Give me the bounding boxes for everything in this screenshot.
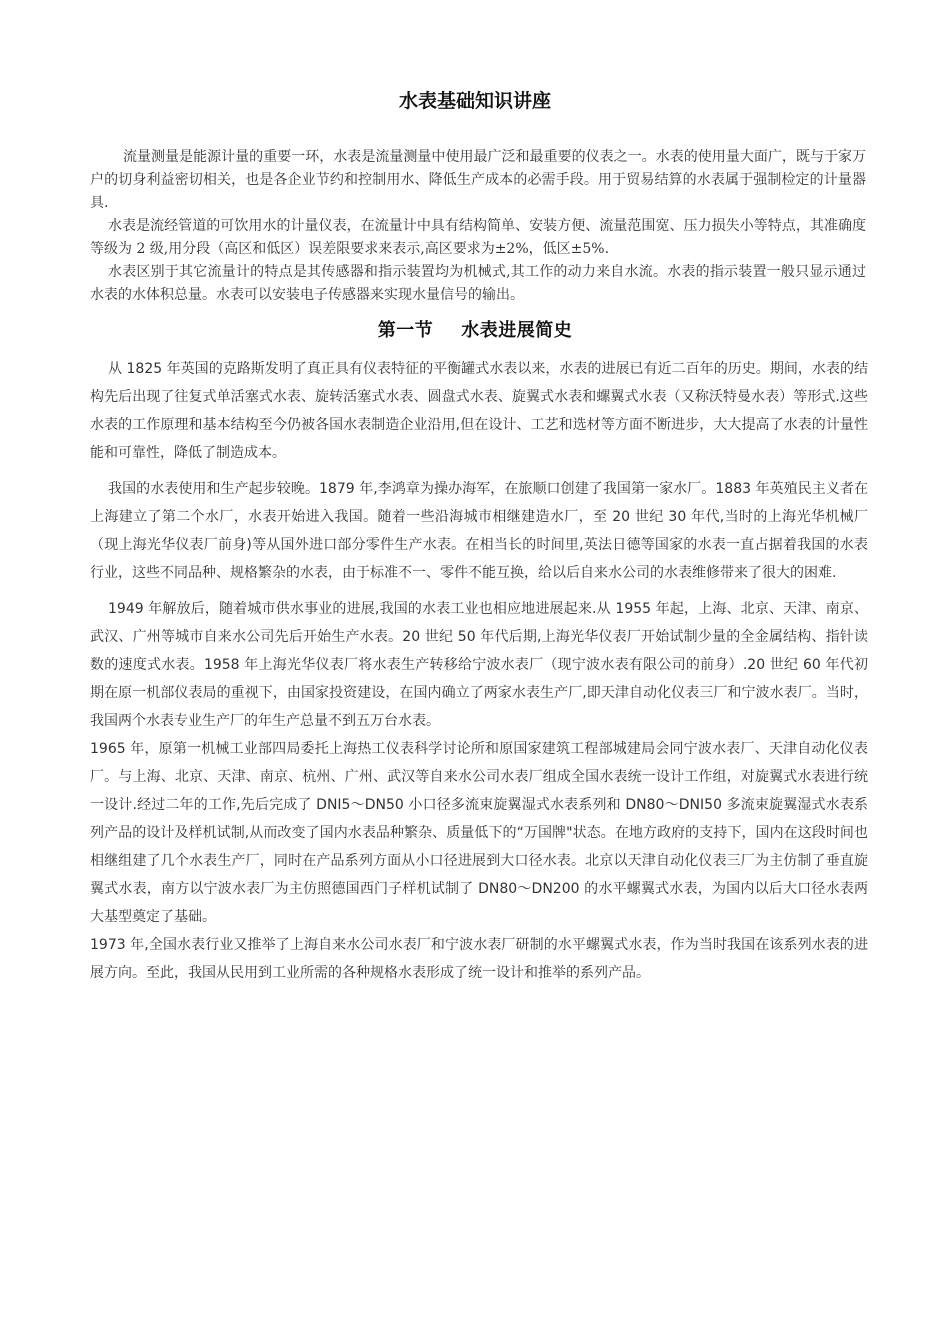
body-paragraph: 从 1825 年英国的克路斯发明了真正具有仪表特征的平衡罐式水表以来，水表的进展已有近二百年的历史。期间，水表的结构先后出现了往复式单活塞式水表、旋转活塞式水表、圆盘式水表、旋翼式水表和螺翼式水表（又称沃特曼水表）等形式.这些水表的工作原理和基本结构至今仍被各国水表制造企业沿用,但在设计、工艺和选材等方面不断进步，大大提高了水表的计量性能和可靠性，降低了制造成本。 <box>90 361 868 461</box>
body-paragraph: 1973 年,全国水表行业又推举了上海自来水公司水表厂和宁波水表厂研制的水平螺翼式水表，作为当时我国在该系列水表的进展方向。至此，我国从民用到工业所需的各种规格水表形成了统一设计和推举的系列产品。 <box>90 937 868 981</box>
body-paragraph: 1965 年，原第一机械工业部四局委托上海热工仪表科学讨论所和原国家建筑工程部城建局会同宁波水表厂、天津自动化仪表厂。与上海、北京、天津、南京、杭州、广州、武汉等自来水公司水表厂组成全国水表统一设计工作组，对旋翼式水表进行统一设计.经过二年的工作,先后完成了 DNI5～DN50 小口径多流束旋翼湿式水表系列和 DN80～DNI50 多流束旋翼湿式水表系列产品的设计及样机试制,从而改变了国内水表品种繁杂、质量低下的“万国牌"状态。在地方政府的支持下，国内在这段时间也相继组建了几个水表生产厂，同时在产品系列方面从小口径进展到大口径水表。北京以天津自动化仪表三厂为主仿制了垂直旋翼式水表，南方以宁波水表厂为主仿照德国西门子样机试制了 DN80～DN200 的水平螺翼式水表，为国内以后大口径水表两大基型奠定了基础。 <box>90 741 868 925</box>
section-heading <box>0 318 950 344</box>
intro-paragraph: 流量测量是能源计量的重要一环，水表是流量测量中使用最广泛和最重要的仪表之一。水表的使用量大面广，既与于家万户的切身利益密切相关，也是各企业节约和控制用水、降低生产成本的必需手段。用于贸易结算的水表属于强制检定的计量器具. <box>90 149 866 211</box>
body-paragraph: 我国的水表使用和生产起步较晚。1879 年,李鸿章为操办海军，在旅顺口创建了我国第一家水厂。1883 年英殖民主义者在上海建立了第二个水厂，水表开始进入我国。随着一些沿海城市相继建造水厂，至 20 世纪 30 年代,当时的上海光华机械厂（现上海光华仪表厂前身)等从国外进口部分零件生产水表。在相当长的时间里,英法日德等国家的水表一直占据着我国的水表行业，这些不同品种、规格繁杂的水表，由于标准不一、零件不能互换，给以后自来水公司的水表维修带来了很大的困难. <box>90 481 868 581</box>
intro-paragraph: 水表是流经管道的可饮用水的计量仪表，在流量计中具有结构简单、安装方便、流量范围宽、压力损失小等特点，其准确度等级为 2 级,用分段（高区和低区）误差限要求来表示,高区要求为±2%，低区±5%. <box>90 218 866 257</box>
intro-section <box>90 146 866 307</box>
section-body <box>90 355 868 995</box>
document-title: 水表基础知识讲座 <box>398 90 551 112</box>
body-paragraph: 1949 年解放后，随着城市供水事业的进展,我国的水表工业也相应地进展起来.从 1955 年起，上海、北京、天津、南京、武汉、广州等城市自来水公司先后开始生产水表。20 世纪 50 年代后期,上海光华仪表厂开始试制少量的全金属结构、指针读数的速度式水表。1958 年上海光华仪表厂将水表生产转移给宁波水表厂（现宁波水表有限公司的前身）.20 世纪 60 年代初期在原一机部仪表局的重视下，由国家投资建设，在国内确立了两家水表生产厂,即天津自动化仪表三厂和宁波水表厂。当时，我国两个水表专业生产厂的年生产总量不到五万台水表。 <box>90 601 868 729</box>
section-name: 水表进展简史 <box>461 320 573 341</box>
intro-paragraph: 水表区别于其它流量计的特点是其传感器和指示装置均为机械式,其工作的动力来自水流。水表的指示装置一般只显示通过水表的水体积总量。水表可以安装电子传感器来实现水量信号的输出。 <box>90 264 866 303</box>
section-number: 第一节 <box>377 320 434 341</box>
